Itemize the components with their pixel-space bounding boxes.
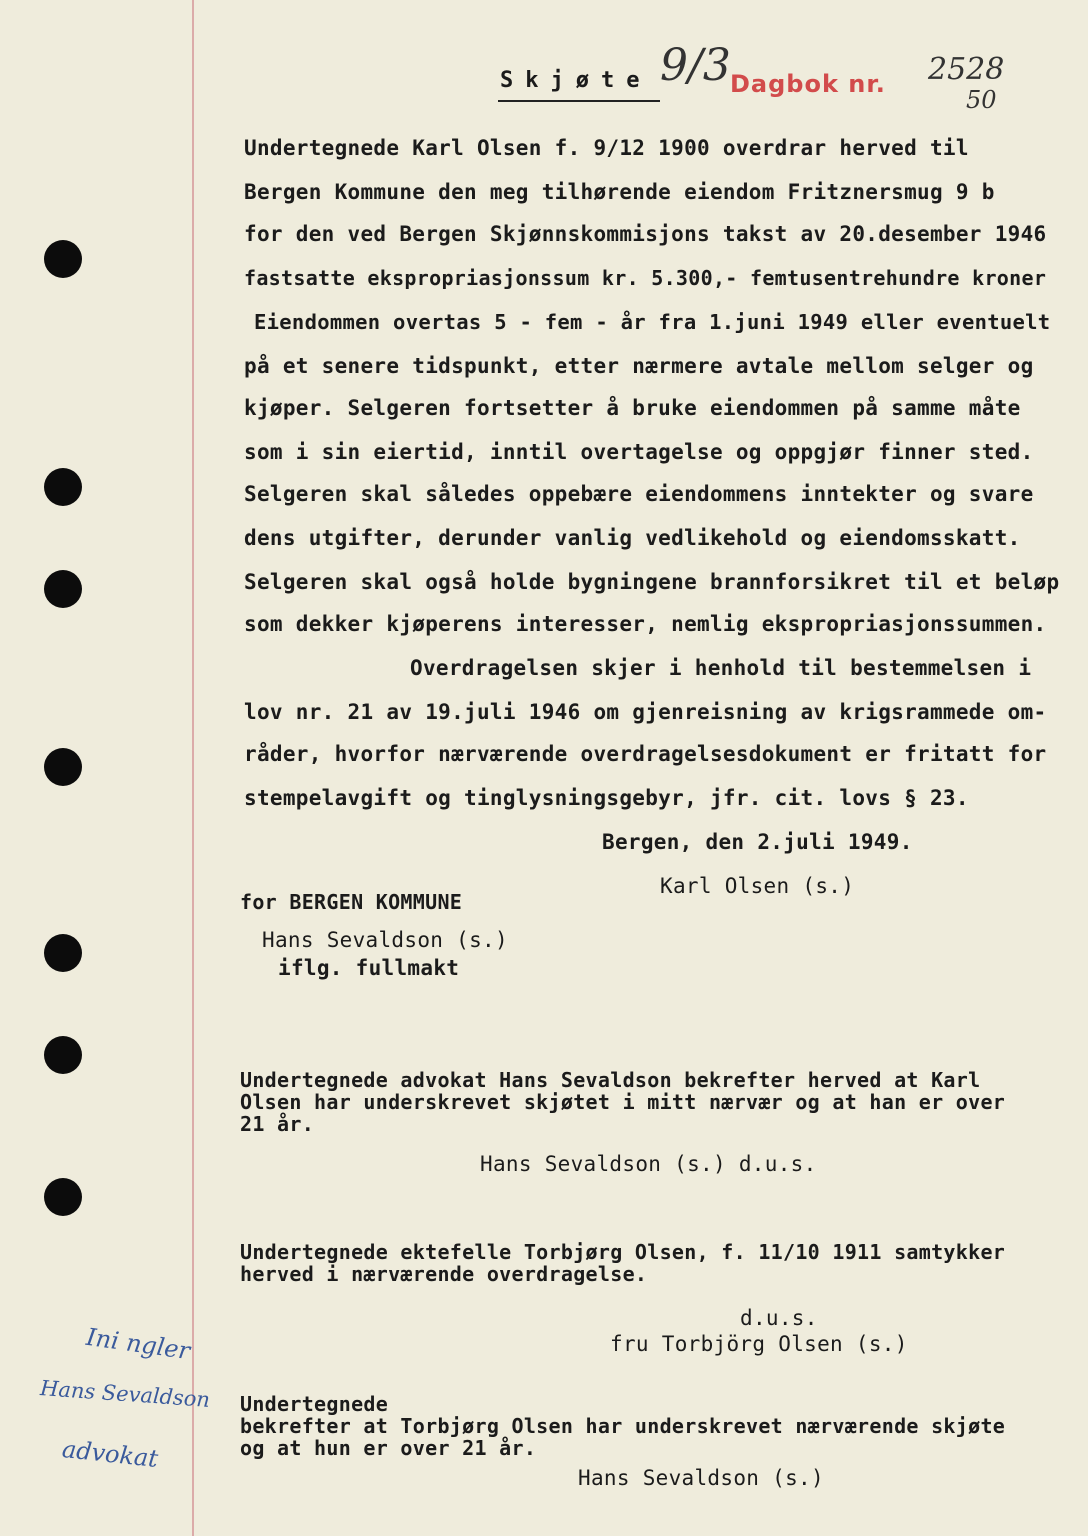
- body-line: Undertegnede Karl Olsen f. 9/12 1900 overdrar herved til: [244, 136, 969, 160]
- body-line: råder, hvorfor nærværende overdragelsesdokument er fritatt for: [244, 742, 1047, 766]
- attestation-line: og at hun er over 21 år.: [240, 1436, 537, 1460]
- punch-hole: [44, 934, 82, 972]
- attestation-line: Undertegnede advokat Hans Sevaldson bekrefter herved at Karl: [240, 1068, 981, 1092]
- dagbok-stamp: Dagbok nr.: [730, 70, 886, 98]
- punch-hole: [44, 1036, 82, 1074]
- body-line: Overdragelsen skjer i henhold til bestemmelsen i: [410, 656, 1032, 680]
- punch-hole: [44, 240, 82, 278]
- body-line: Selgeren skal således oppebære eiendommens inntekter og svare: [244, 482, 1034, 506]
- seller-signature: Karl Olsen (s.): [660, 874, 855, 898]
- handwritten-number: 2528: [928, 52, 1005, 87]
- title-underline: [498, 100, 660, 102]
- body-line: stempelavgift og tinglysningsgebyr, jfr. cit. lovs § 23.: [244, 786, 969, 810]
- body-line: som i sin eiertid, inntil overtagelse og oppgjør finner sted.: [244, 440, 1034, 464]
- body-line: Bergen Kommune den meg tilhørende eiendom Fritznersmug 9 b: [244, 180, 995, 204]
- consent-line: Undertegnede ektefelle Torbjørg Olsen, f. 11/10 1911 samtykker: [240, 1240, 1006, 1264]
- punch-hole: [44, 1178, 82, 1216]
- body-line: dens utgifter, derunder vanlig vedlikehold og eiendomsskatt.: [244, 526, 1021, 550]
- body-line: for den ved Bergen Skjønnskommisjons takst av 20.desember 1946: [244, 222, 1047, 246]
- consent-line: herved i nærværende overdragelse.: [240, 1262, 648, 1286]
- body-line: som dekker kjøperens interesser, nemlig ekspropriasjonssummen.: [244, 612, 1047, 636]
- margin-rule: [192, 0, 194, 1536]
- buyer-signature: Hans Sevaldson (s.): [262, 928, 508, 952]
- consent-dus: d.u.s.: [740, 1306, 818, 1330]
- margin-handwritten-note: Ini ngler: [84, 1322, 192, 1366]
- attestation-signature: Hans Sevaldson (s.): [578, 1466, 824, 1490]
- body-line: Selgeren skal også holde bygningene brannforsikret til et beløp: [244, 570, 1060, 594]
- punch-hole: [44, 468, 82, 506]
- margin-handwritten-note: Hans Sevaldson: [39, 1376, 211, 1412]
- handwritten-date: 9/3: [660, 40, 731, 91]
- body-line: lov nr. 21 av 19.juli 1946 om gjenreisning av krigsrammede om-: [244, 700, 1047, 724]
- body-line: Eiendommen overtas 5 - fem - år fra 1.juni 1949 eller eventuelt: [254, 310, 1051, 334]
- attestation-line: bekrefter at Torbjørg Olsen har underskrevet nærværende skjøte: [240, 1414, 1006, 1438]
- body-line: fastsatte ekspropriasjonssum kr. 5.300,- femtusentrehundre kroner: [244, 266, 1047, 290]
- buyer-authority: iflg. fullmakt: [278, 956, 460, 980]
- attestation-line: Undertegnede: [240, 1392, 389, 1416]
- attestation-line: 21 år.: [240, 1112, 315, 1136]
- attestation-signature: Hans Sevaldson (s.) d.u.s.: [480, 1152, 817, 1176]
- document-title: Skjøte: [500, 68, 652, 93]
- consent-signature: fru Torbjörg Olsen (s.): [610, 1332, 908, 1356]
- punch-hole: [44, 570, 82, 608]
- punch-hole: [44, 748, 82, 786]
- body-line: kjøper. Selgeren fortsetter å bruke eiendommen på samme måte: [244, 396, 1021, 420]
- place-date: Bergen, den 2.juli 1949.: [602, 830, 913, 854]
- body-line: på et senere tidspunkt, etter nærmere avtale mellom selger og: [244, 354, 1034, 378]
- margin-handwritten-note: advokat: [60, 1435, 160, 1473]
- handwritten-year: 50: [966, 86, 997, 114]
- attestation-line: Olsen har underskrevet skjøtet i mitt nærvær og at han er over: [240, 1090, 1006, 1114]
- buyer-label: for BERGEN KOMMUNE: [240, 890, 463, 914]
